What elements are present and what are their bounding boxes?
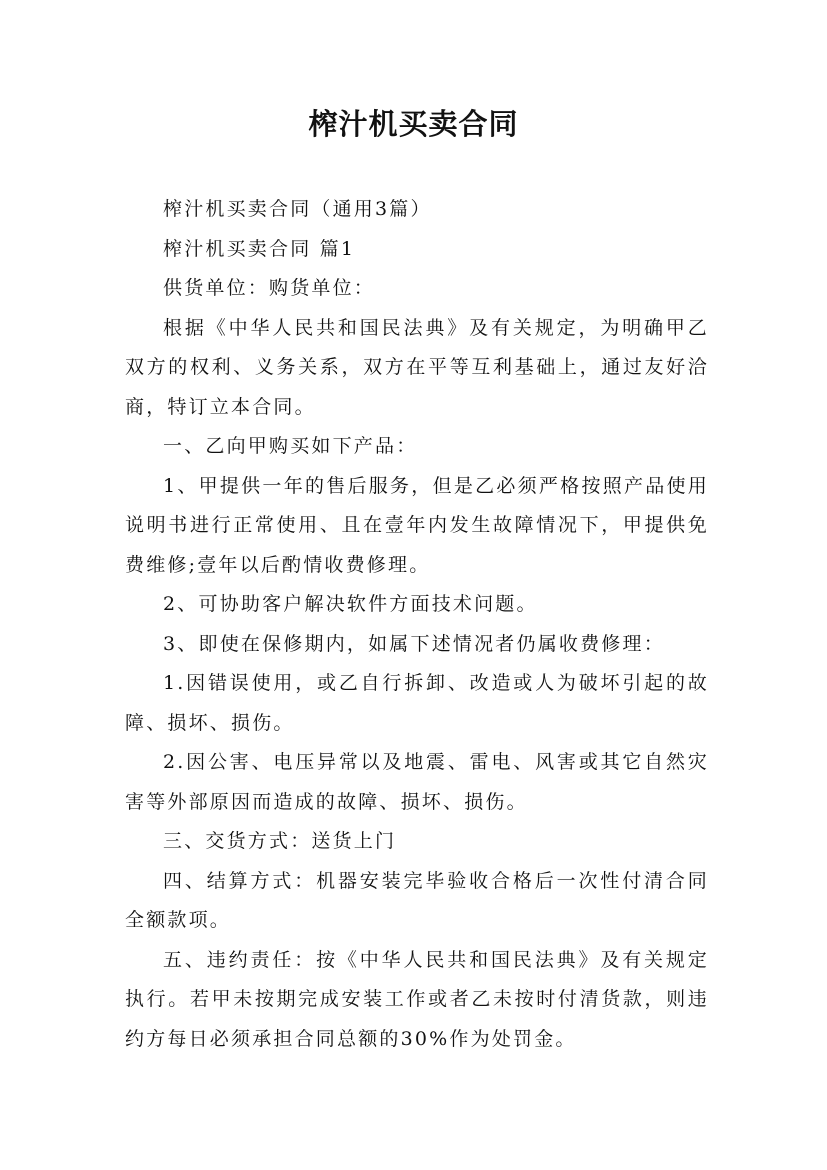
paragraph-clause-1: 1、甲提供一年的售后服务，但是乙必须严格按照产品使用说明书进行正常使用、且在壹年内发生故障情况下，甲提供免费维修;壹年以后酌情收费修理。 [125, 474, 709, 576]
paragraph-section-3: 三、交货方式：送货上门 [163, 830, 397, 852]
document-body [125, 190, 709, 1059]
paragraph-parties: 供货单位：购货单位： [163, 277, 376, 299]
document-title: 榨汁机买卖合同 [308, 107, 519, 141]
paragraph-subclause-2: 2.因公害、电压异常以及地震、雷电、风害或其它自然灾害等外部原因而造成的故障、损坏、损伤。 [125, 751, 709, 813]
paragraph-preamble: 根据《中华人民共和国民法典》及有关规定，为明确甲乙双方的权利、义务关系，双方在平等互利基础上，通过友好洽商，特订立本合同。 [125, 316, 709, 418]
paragraph-section-1: 一、乙向甲购买如下产品： [163, 435, 418, 457]
paragraph-clause-2: 2、可协助客户解决软件方面技术问题。 [163, 593, 538, 615]
paragraph-section-4: 四、结算方式：机器安装完毕验收合格后一次性付清合同全额款项。 [125, 869, 709, 931]
paragraph-section-5: 五、违约责任：按《中华人民共和国民法典》及有关规定执行。若甲未按期完成安装工作或者乙未按时付清货款，则违约方每日必须承担合同总额的30%作为处罚金。 [125, 948, 709, 1050]
paragraph-heading-part1: 榨汁机买卖合同 篇1 [163, 237, 356, 260]
paragraph-clause-3: 3、即使在保修期内，如属下述情况者仍属收费修理： [163, 632, 665, 655]
paragraph-heading-general: 榨汁机买卖合同（通用3篇） [163, 198, 432, 220]
paragraph-subclause-1: 1.因错误使用，或乙自行拆卸、改造或人为破坏引起的故障、损坏、损伤。 [125, 672, 709, 734]
